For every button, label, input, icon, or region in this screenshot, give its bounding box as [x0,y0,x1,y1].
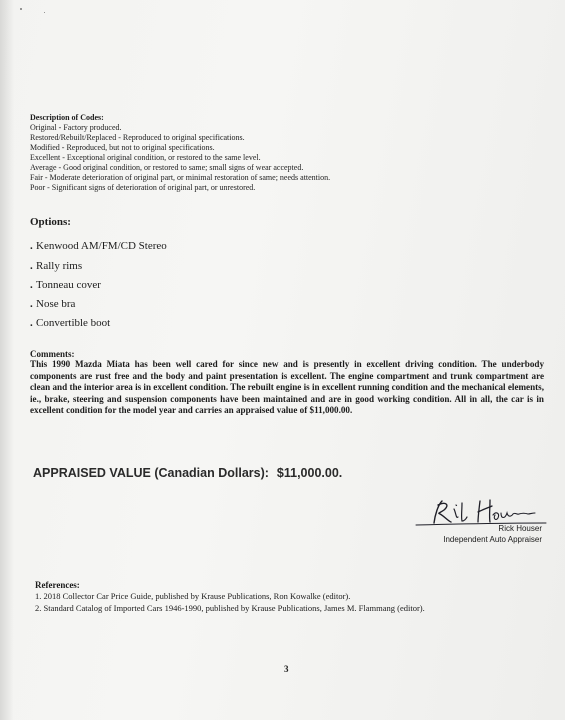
option-item: . Tonneau cover [30,279,101,291]
page-fold-shadow [0,0,14,720]
appraised-value-line [33,466,342,480]
bullet-icon: . [30,317,33,329]
code-line: Average - Good original condition, or restored to same; small signs of wear accepted. [30,163,304,172]
code-line: Modified - Reproduced, but not to original specifications. [30,143,215,152]
appraised-value-label: APPRAISED VALUE (Canadian Dollars): [33,466,269,480]
option-item: . Kenwood AM/FM/CD Stereo [30,240,167,252]
reference-item: 2. Standard Catalog of Imported Cars 1946-1990, published by Krause Publications, James M. Flammang (editor). [35,603,425,613]
signer-title: Independent Auto Appraiser [443,535,542,544]
code-line: Restored/Rebuilt/Replaced - Reproduced to original specifications. [30,133,245,142]
code-line: Original - Factory produced. [30,123,122,132]
options-title: Options: [30,216,71,228]
dust-speck [20,8,22,10]
code-line: Fair - Moderate deterioration of original part, or minimal restoration of same; needs attention. [30,173,331,182]
bullet-icon: . [30,240,33,252]
code-line: Excellent - Exceptional original condition, or restored to the same level. [30,153,261,162]
reference-item: 1. 2018 Collector Car Price Guide, published by Krause Publications, Ron Kowalke (editor). [35,591,351,601]
option-item: . Rally rims [30,260,83,272]
references-title: References: [35,580,80,590]
bullet-icon: . [30,260,33,272]
dust-speck [44,12,45,13]
comments-title: Comments: [30,349,75,359]
option-item: . Convertible boot [30,317,111,329]
codes-title: Description of Codes: [30,113,104,122]
code-line: Poor - Significant signs of deterioration of original part, or unrestored. [30,183,256,192]
page-number: 3 [284,664,289,674]
signer-name: Rick Houser [498,524,542,533]
option-item: . Nose bra [30,298,76,310]
comments-body: This 1990 Mazda Miata has been well cared for since new and is presently in excellent driving condition. The underbody components are rust free and the body and paint presentation is excellent. The engine compartment and trunk compartment are clean and the interior area is in excellent condition. The rebuilt engine is in excellent running condition and the mechanical elements, ie., brake, steering and suspension components have been maintained and are in good working condition. All in all, the car is in excellent condition for the model year and carries an appraised value of $11,000.00. [30,359,544,416]
appraised-value-amount: $11,000.00. [276,466,343,480]
bullet-icon: . [30,298,33,310]
bullet-icon: . [30,279,33,291]
